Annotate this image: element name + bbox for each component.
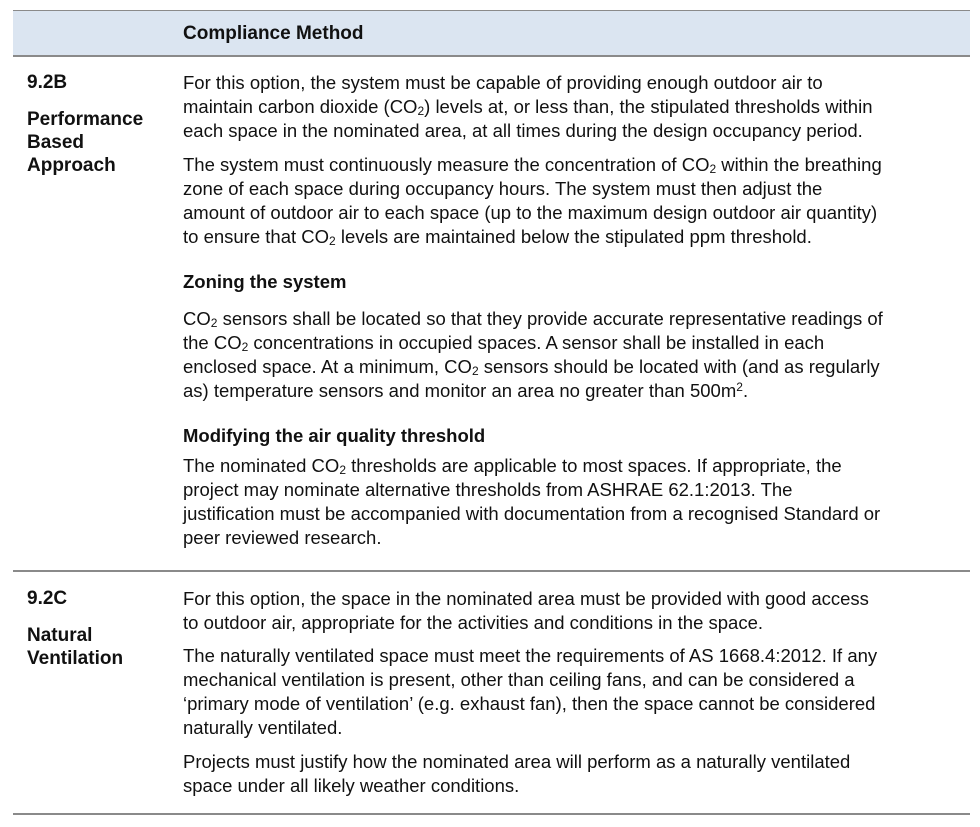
paragraph: The system must continuously measure the concentration of $CO_2$ within the breathing zone of each space during occupancy hours. The system must then adjust the amount of outdoor air to each space (up to the maximum design outdoor air quantity) to ensure that $CO_2$ levels are maintained below the stipulated ppm threshold. [183, 154, 882, 248]
option-code: 9.2C [27, 588, 68, 609]
table-header-row [13, 10, 970, 57]
paragraph: Projects must justify how the nominated area will perform as a naturally ventilated space under all likely weather conditions. [183, 751, 851, 796]
paragraph: The naturally ventilated space must meet the requirements of AS 1668.4:2012. If any mechanical ventilation is present, other than ceiling fans, and can be considered a ‘primary mode of ventilation’ (e.g. exhaust fan), then the space cannot be considered naturally ventilated. [183, 645, 878, 738]
paragraph: $CO_2$ sensors shall be located so that they provide accurate representative readings of the $CO_2$ concentrations in occupied spaces. A sensor shall be installed in each enclosed space. At a minimum, $CO_2$ sensors should be located with (and as regularly as) temperature sensors and monitor an area no greater than $500m^2$. [183, 308, 883, 401]
subheading-modifying: Modifying the air quality threshold [183, 425, 486, 446]
option-label-line: Based [27, 132, 85, 153]
option-9-2c-row [13, 572, 970, 815]
option-9-2b-content-cell [171, 57, 970, 570]
option-label-line: Performance [27, 109, 144, 130]
header-empty-cell [13, 11, 171, 55]
compliance-table [13, 10, 970, 815]
option-9-2b-label-cell [13, 57, 171, 570]
subheading-zoning: Zoning the system [183, 271, 347, 292]
option-label-line: Approach [27, 155, 116, 176]
paragraph: For this option, the system must be capable of providing enough outdoor air to maintain carbon dioxide $(CO_2)$ levels at, or less than, the stipulated thresholds within each space in the nominated area, at all times during the design occupancy period. [183, 72, 873, 141]
option-code: 9.2B [27, 72, 68, 93]
option-9-2c-label-cell [13, 572, 171, 813]
option-label-line: Ventilation [27, 648, 124, 669]
option-label-line: Natural [27, 625, 93, 646]
option-9-2b-row [13, 57, 970, 572]
header-title: Compliance Method [183, 23, 364, 44]
option-9-2c-content-cell [171, 572, 970, 813]
paragraph: For this option, the space in the nominated area must be provided with good access to outdoor air, appropriate for the activities and conditions in the space. [183, 588, 869, 633]
paragraph: The nominated $CO_2$ thresholds are applicable to most spaces. If appropriate, the project may nominate alternative thresholds from ASHRAE 62.1:2013. The justification must be accompanied with documentation from a recognised Standard or peer reviewed research. [183, 455, 881, 548]
